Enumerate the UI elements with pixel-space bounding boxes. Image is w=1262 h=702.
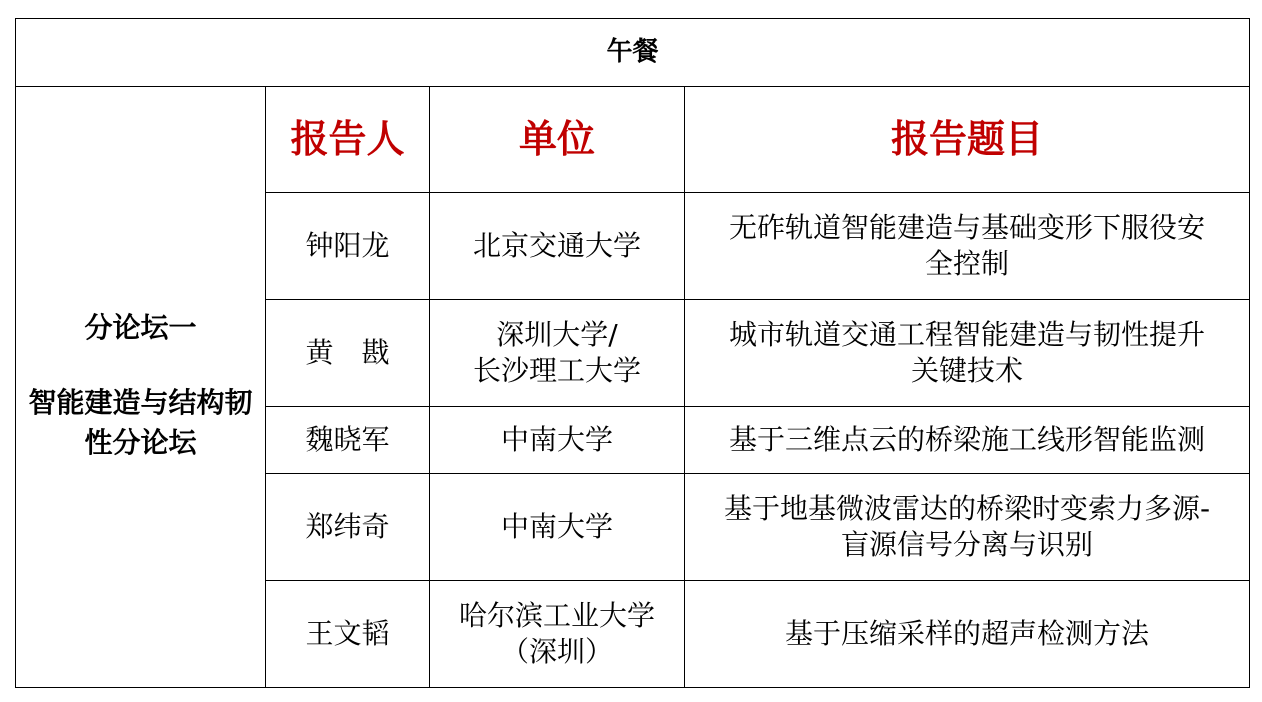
header-affiliation: 单位 — [430, 87, 685, 193]
speaker-cell: 王文韬 — [266, 581, 430, 688]
affiliation-line: 中南大学 — [500, 509, 613, 543]
topic-line: 城市轨道交通工程智能建造与韧性提升 — [729, 317, 1206, 351]
header-speaker: 报告人 — [266, 87, 430, 193]
speaker-cell: 郑纬奇 — [266, 474, 430, 581]
topic-line: 无砟轨道智能建造与基础变形下服役安 — [729, 210, 1206, 244]
topic-cell — [685, 407, 1250, 474]
topic-cell — [685, 474, 1250, 581]
topic-line: 基于三维点云的桥梁施工线形智能监测 — [729, 422, 1206, 456]
affiliation-line: 长沙理工大学 — [472, 354, 641, 387]
forum-name: 分论坛一 — [84, 311, 197, 345]
header-topic: 报告题目 — [685, 87, 1250, 193]
forum-theme: 智能建造与结构韧性分论坛 — [28, 385, 253, 460]
affiliation-line: 北京交通大学 — [472, 228, 641, 262]
speaker-cell: 黄 戡 — [266, 300, 430, 407]
topic-line: 全控制 — [925, 247, 1010, 280]
header-row — [16, 87, 1250, 193]
topic-line: 关键技术 — [911, 354, 1024, 387]
affiliation-cell — [430, 581, 685, 688]
affiliation-cell — [430, 300, 685, 407]
title-row — [16, 19, 1250, 87]
affiliation-cell — [430, 474, 685, 581]
affiliation-line: 中南大学 — [500, 422, 613, 456]
schedule-table — [15, 18, 1250, 688]
topic-line: 盲源信号分离与识别 — [841, 528, 1094, 561]
forum-cell — [16, 87, 266, 688]
affiliation-line: 哈尔滨工业大学 — [458, 598, 655, 632]
session-title: 午餐 — [16, 19, 1250, 87]
topic-cell — [685, 581, 1250, 688]
speaker-cell: 魏晓军 — [266, 407, 430, 474]
affiliation-line: （深圳） — [500, 635, 613, 668]
topic-line: 基于压缩采样的超声检测方法 — [785, 616, 1150, 650]
affiliation-cell — [430, 193, 685, 300]
topic-line: 基于地基微波雷达的桥梁时变索力多源- — [723, 491, 1211, 525]
topic-cell — [685, 300, 1250, 407]
topic-cell — [685, 193, 1250, 300]
affiliation-cell — [430, 407, 685, 474]
speaker-cell: 钟阳龙 — [266, 193, 430, 300]
affiliation-line: 深圳大学/ — [496, 317, 618, 351]
